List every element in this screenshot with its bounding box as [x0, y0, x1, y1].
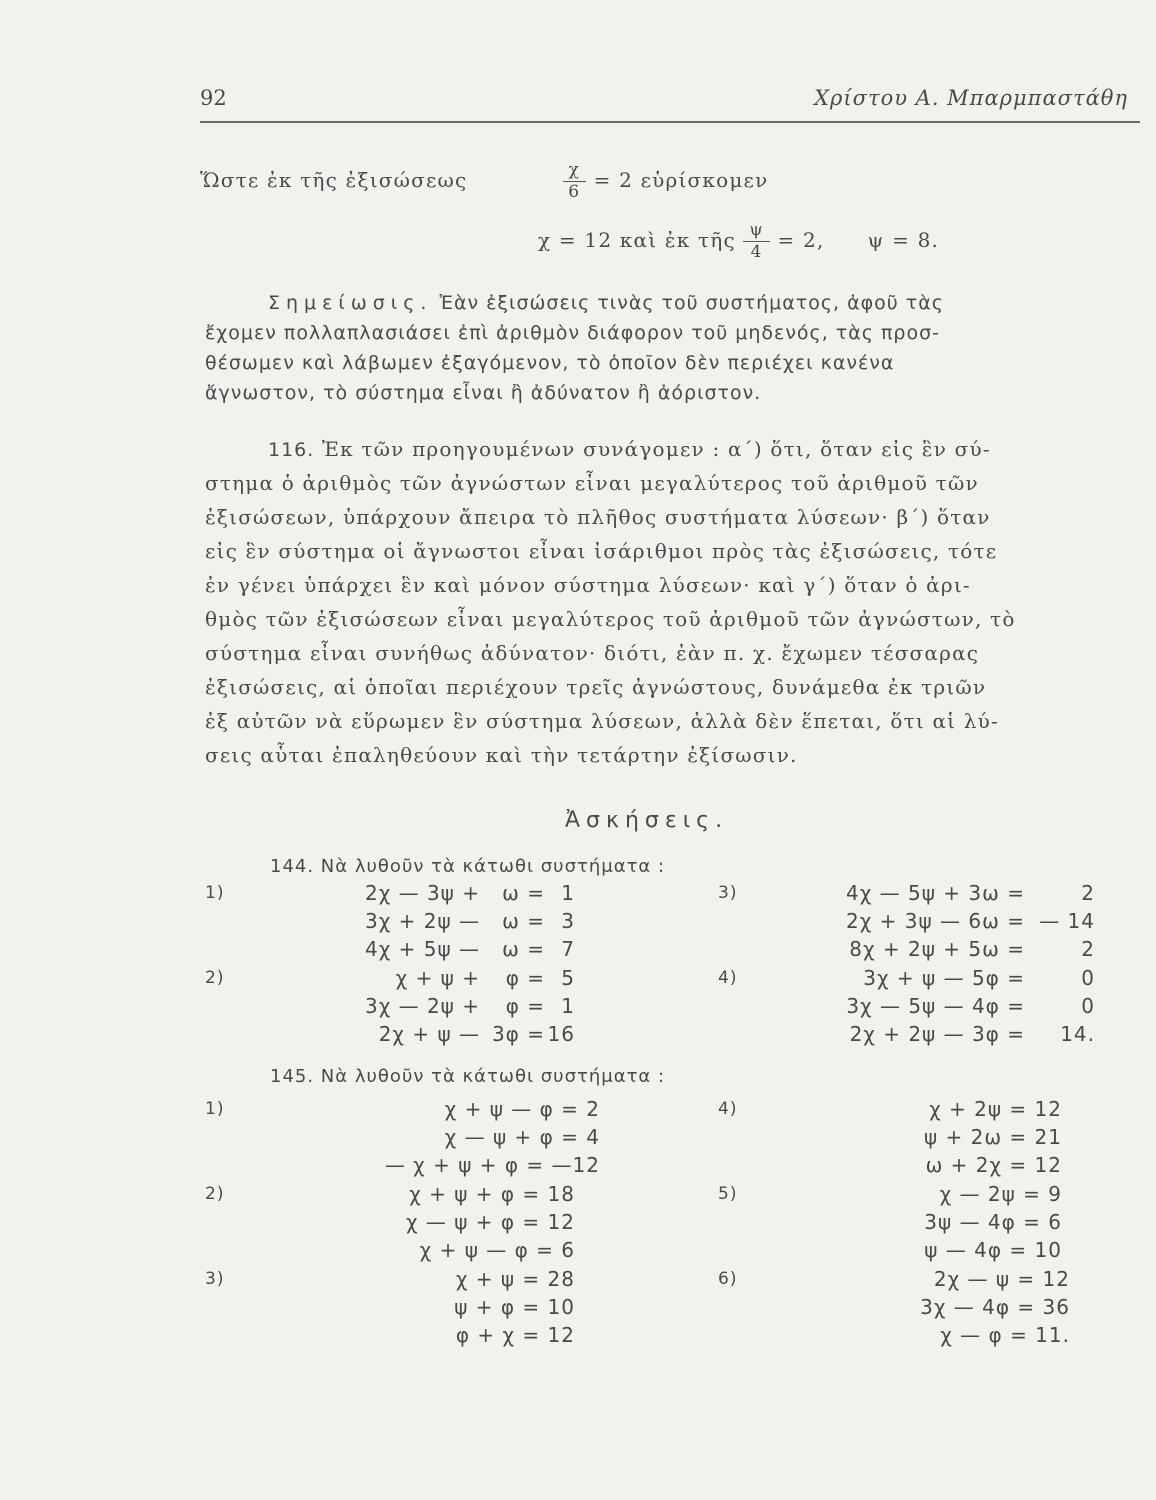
intro-x-equals: χ = 12 καὶ ἐκ τῆς: [538, 228, 736, 252]
section-116-line-3: ἐξισώσεων, ὑπάρχουν ἄπειρα τὸ πλῆθος συστήματα λύσεων· β΄) ὅταν: [205, 505, 991, 529]
eq-mid: 3φ =: [491, 1022, 545, 1046]
system-label: 4): [718, 968, 738, 988]
system-label: 1): [205, 1099, 225, 1119]
equation: χ + ψ + φ = 18: [409, 1182, 575, 1206]
exercise-144-intro: 144. Νὰ λυθοῦν τὰ κάτωθι συστήματα :: [270, 856, 666, 877]
equation: χ — 2ψ = 9: [939, 1182, 1062, 1206]
note-line-3: θέσωμεν καὶ λάβωμεν ἐξαγόμενον, τὸ ὁποῖον δὲν περιέχει κανένα: [205, 352, 895, 374]
system-label: 2): [205, 1184, 225, 1204]
equation: χ — ψ + φ = 12: [405, 1210, 575, 1234]
exercise-145-intro: 145. Νὰ λυθοῦν τὰ κάτωθι συστήματα :: [270, 1066, 666, 1087]
equation: ω + 2χ = 12: [925, 1153, 1062, 1177]
intro-text: Ὥστε ἐκ τῆς ἐξισώσεως: [200, 168, 468, 192]
section-116-line-8: ἐξισώσεις, αἱ ὁποῖαι περιέχουν τρεῖς ἀγνώστους, δυνάμεθα ἐκ τριῶν: [205, 675, 987, 699]
section-116-line-9: ἐξ αὐτῶν νὰ εὕρωμεν ἓν σύστημα λύσεων, ἀλλὰ δὲν ἕπεται, ὅτι αἱ λύ-: [205, 709, 999, 733]
eq-value: 0: [1081, 966, 1095, 990]
eq-left: χ + ψ +: [395, 966, 480, 990]
intro-rest: = 2 εὑρίσκομεν: [593, 168, 769, 192]
exercises-heading: Ἀσκήσεις.: [565, 808, 729, 833]
section-116-line-10: σεις αὗται ἐπαληθεύουν καὶ τὴν τετάρτην ἐξίσωσιν.: [205, 743, 798, 767]
eq-value: 2: [1081, 937, 1095, 961]
system-label: 3): [718, 883, 738, 903]
equation: ψ + 2ω = 21: [923, 1125, 1062, 1149]
equation: 3χ — 4φ = 36: [920, 1295, 1070, 1319]
equation: ψ + φ = 10: [454, 1295, 575, 1319]
eq-value: 7: [561, 937, 575, 961]
eq-value: 1: [561, 994, 575, 1018]
eq-value: 1: [561, 881, 575, 905]
eq-left: 3χ — 5ψ — 4φ =: [846, 994, 1025, 1018]
eq-mid: φ =: [505, 994, 545, 1018]
note-line-2: ἔχομεν πολλαπλασιάσει ἐπὶ ἀριθμὸν διάφορον τοῦ μηδενός, τὰς προσ-: [205, 322, 940, 344]
system-label: 6): [718, 1269, 738, 1289]
equation: φ + χ = 12: [455, 1323, 575, 1347]
note-line-1: Σημείωσις. Ἐὰν ἐξισώσεις τινὰς τοῦ συστήματος, ἀφοῦ τὰς: [268, 292, 944, 314]
eq-left: 3χ + 2ψ —: [364, 909, 480, 933]
eq-left: 2χ — 3ψ +: [364, 881, 480, 905]
equation: ψ — 4φ = 10: [924, 1238, 1062, 1262]
eq-left: 2χ + ψ —: [378, 1022, 480, 1046]
system-label: 3): [205, 1269, 225, 1289]
system-label: 4): [718, 1099, 738, 1119]
equation: χ + ψ — φ = 6: [419, 1238, 575, 1262]
header-rule: [200, 121, 1140, 123]
running-title: Χρίστου Α. Μπαρμπαστάθη: [814, 86, 1128, 110]
equation: — χ + ψ + φ = —12: [384, 1153, 600, 1177]
fraction-psi-over-4: $\frac{\psi}{4}$: [743, 222, 770, 261]
eq-left: 2χ + 2ψ — 3φ =: [849, 1022, 1025, 1046]
intro-line-1: [200, 162, 768, 201]
eq-value: 16: [547, 1022, 575, 1046]
equation: χ + 2ψ = 12: [929, 1097, 1062, 1121]
system-label: 2): [205, 968, 225, 988]
eq-value: 5: [561, 966, 575, 990]
eq-value: 14.: [1060, 1022, 1095, 1046]
equation: χ — ψ + φ = 4: [444, 1125, 600, 1149]
eq-value: 3: [561, 909, 575, 933]
fraction-x-over-6: $\frac{\chi}{6}$: [563, 162, 587, 201]
eq-mid: ω =: [502, 881, 545, 905]
section-116-line-5: ἐν γένει ὑπάρχει ἓν καὶ μόνον σύστημα λύσεων· καὶ γ΄) ὅταν ὁ ἀρι-: [205, 573, 971, 597]
eq-value: 2: [1081, 881, 1095, 905]
eq-left: 3χ + ψ — 5φ =: [863, 966, 1025, 990]
eq-left: 4χ + 5ψ —: [364, 937, 480, 961]
note-line-4: ἄγνωστον, τὸ σύστημα εἶναι ἢ ἀδύνατον ἢ ἀόριστον.: [205, 382, 762, 404]
equation: χ + ψ = 28: [455, 1267, 575, 1291]
eq-mid: ω =: [502, 909, 545, 933]
section-116-line-1: 116. Ἐκ τῶν προηγουμένων συνάγομεν : α΄) ὅτι, ὅταν εἰς ἓν σύ-: [268, 437, 991, 461]
intro-psi-result: ψ = 8.: [867, 228, 940, 252]
eq-mid: ω =: [502, 937, 545, 961]
equation: χ — φ = 11.: [940, 1323, 1070, 1347]
intro-line-2: [538, 222, 939, 261]
eq-left: 8χ + 2ψ + 5ω =: [849, 937, 1025, 961]
eq-left: 2χ + 3ψ — 6ω =: [846, 909, 1025, 933]
section-116-line-2: στημα ὁ ἀριθμὸς τῶν ἀγνώστων εἶναι μεγαλύτερος τοῦ ἀριθμοῦ τῶν: [205, 471, 979, 495]
equation: 3ψ — 4φ = 6: [924, 1210, 1062, 1234]
section-116-line-4: εἰς ἓν σύστημα οἱ ἄγνωστοι εἶναι ἰσάριθμοι πρὸς τὰς ἐξισώσεις, τότε: [205, 539, 998, 563]
page-number: 92: [200, 86, 227, 110]
section-116-line-6: θμὸς τῶν ἐξισώσεων εἶναι μεγαλύτερος τοῦ ἀριθμοῦ τῶν ἀγνώστων, τὸ: [205, 607, 1016, 631]
intro-equals-two: = 2,: [777, 228, 825, 252]
eq-left: 4χ — 5ψ + 3ω =: [846, 881, 1025, 905]
eq-value: — 14: [1039, 909, 1095, 933]
section-116-line-7: σύστημα εἶναι συνήθως ἀδύνατον· διότι, ἐὰν π. χ. ἔχωμεν τέσσαρας: [205, 641, 980, 665]
section-number: 116.: [268, 439, 315, 461]
equation: χ + ψ — φ = 2: [444, 1097, 600, 1121]
eq-value: 0: [1081, 994, 1095, 1018]
system-label: 5): [718, 1184, 738, 1204]
eq-left: 3χ — 2ψ +: [364, 994, 480, 1018]
equation: 2χ — ψ = 12: [933, 1267, 1070, 1291]
system-label: 1): [205, 883, 225, 903]
note-label: Σημείωσις.: [268, 292, 433, 314]
eq-mid: φ =: [505, 966, 545, 990]
